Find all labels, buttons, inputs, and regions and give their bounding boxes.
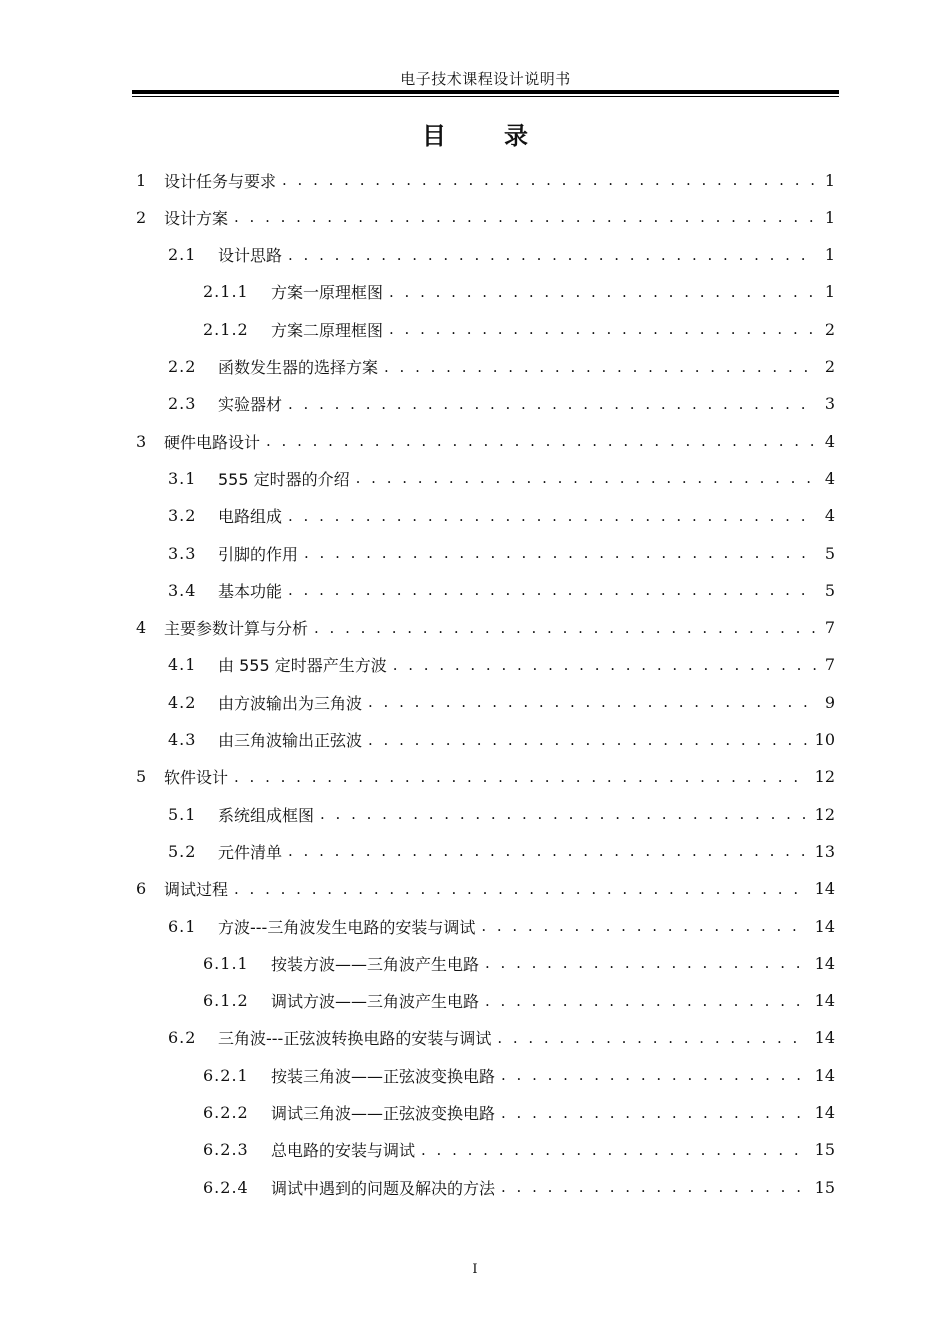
toc-entry-number: 6.2.4	[203, 1177, 249, 1197]
header-rule-thick	[132, 90, 839, 94]
toc-entry-title: 总电路的安装与调试	[271, 1141, 416, 1161]
toc-entry-number: 4.1	[168, 655, 197, 675]
toc-entry-page: 7	[824, 655, 835, 675]
toc-entry-number: 2.1.2	[203, 319, 249, 339]
toc-entry-number: 3.2	[168, 506, 197, 526]
toc-dot-leader	[304, 537, 817, 569]
toc-entry-title: 由方波输出为三角波	[218, 693, 363, 713]
toc-entry-page: 1	[824, 282, 835, 302]
toc-entry[interactable]	[168, 724, 835, 756]
toc-entry-number: 5.1	[168, 804, 197, 824]
toc-dot-leader	[485, 985, 807, 1017]
toc-entry-page: 14	[814, 879, 835, 899]
toc-entry-number: 4.2	[168, 692, 197, 712]
toc-dot-leader	[481, 910, 806, 942]
toc-entry-page: 13	[814, 841, 835, 861]
toc-entry[interactable]	[136, 164, 835, 196]
toc-entry-title: 设计方案	[164, 208, 229, 228]
toc-entry[interactable]	[168, 462, 835, 494]
toc-entry-number: 2.2	[168, 357, 197, 376]
toc-entry-title: 元件清单	[218, 842, 283, 862]
toc-entry-title: 主要参数计算与分析	[164, 619, 309, 639]
toc-entry[interactable]	[203, 1171, 835, 1203]
toc-entry-title: 调试中遇到的问题及解决的方法	[271, 1178, 496, 1198]
toc-entry[interactable]	[168, 388, 835, 420]
toc-entry[interactable]	[136, 612, 835, 644]
toc-entry-title: 调试三角波——正弦波变换电路	[271, 1104, 496, 1123]
toc-entry-page: 12	[814, 767, 835, 787]
toc-entry-title: 基本功能	[218, 581, 283, 601]
toc-entry-page: 12	[814, 804, 835, 824]
toc-entry-page: 9	[824, 692, 835, 712]
toc-entry-title: 由三角波输出正弦波	[218, 731, 363, 750]
toc-dot-leader	[497, 1022, 806, 1054]
toc-entry-page: 15	[814, 1140, 835, 1160]
toc-entry[interactable]	[168, 239, 835, 271]
toc-dot-leader	[282, 164, 817, 196]
toc-entry-number: 3.1	[168, 468, 197, 488]
toc-entry-title: 方案一原理框图	[271, 283, 384, 303]
toc-entry-title: 硬件电路设计	[164, 432, 261, 452]
toc-entry-page: 14	[814, 1065, 835, 1085]
toc-entry-number: 1	[136, 170, 148, 190]
toc-entry[interactable]	[168, 1022, 835, 1054]
toc-entry-title: 方案二原理框图	[271, 320, 384, 340]
toc-entry-number: 2.1	[168, 245, 197, 265]
toc-entry-number: 5	[136, 767, 148, 787]
toc-entry[interactable]	[203, 313, 835, 345]
toc-entry-number: 6.2.1	[203, 1065, 249, 1085]
toc-title: 目录	[422, 122, 586, 150]
toc-entry-number: 6.1	[168, 916, 197, 936]
header-rule-thin	[132, 96, 839, 97]
toc-entry-number: 3.4	[168, 580, 197, 600]
toc-dot-leader	[288, 388, 817, 420]
toc-dot-leader	[234, 873, 807, 905]
toc-dot-leader	[368, 724, 807, 756]
toc-entry-number: 6.2	[168, 1028, 197, 1048]
toc-entry-number: 2.3	[168, 394, 197, 414]
toc-entry[interactable]	[136, 201, 835, 233]
toc-entry-number: 4.3	[168, 730, 197, 749]
toc-entry-page: 7	[824, 618, 835, 638]
toc-entry-title: 电路组成	[218, 507, 283, 527]
toc-entry-title: 调试过程	[164, 880, 229, 900]
toc-entry-page: 1	[824, 170, 835, 190]
toc-entry-title: 软件设计	[164, 768, 229, 788]
toc-dot-leader	[288, 574, 817, 606]
toc-entry-title: 调试方波——三角波产生电路	[271, 992, 480, 1012]
toc-entry[interactable]	[136, 425, 835, 457]
toc-entry[interactable]	[203, 947, 835, 979]
toc-dot-leader	[288, 239, 817, 271]
toc-entry[interactable]	[168, 351, 835, 383]
toc-entry-page: 2	[824, 319, 835, 339]
toc-dot-leader	[501, 1097, 807, 1129]
toc-entry[interactable]	[168, 649, 835, 681]
toc-dot-leader	[393, 649, 817, 681]
toc-entry-page: 15	[814, 1177, 835, 1197]
toc-entry-number: 6.2.2	[203, 1103, 249, 1122]
toc-entry[interactable]	[203, 276, 835, 308]
toc-entry-title: 三角波---正弦波转换电路的安装与调试	[218, 1029, 492, 1049]
toc-entry[interactable]	[168, 798, 835, 830]
toc-entry-page: 5	[824, 580, 835, 600]
toc-entry-number: 2	[136, 207, 148, 227]
toc-entry[interactable]	[168, 835, 835, 867]
toc-dot-leader	[421, 1134, 807, 1166]
toc-entry-page: 14	[814, 916, 835, 936]
toc-dot-leader	[266, 425, 817, 457]
toc-dot-leader	[485, 947, 807, 979]
toc-dot-leader	[389, 313, 817, 345]
toc-entry-number: 6.2.3	[203, 1140, 249, 1160]
toc-entry[interactable]	[203, 1097, 835, 1129]
toc-dot-leader	[288, 835, 807, 867]
toc-entry-title: 实验器材	[218, 395, 283, 415]
toc-entry-page: 2	[824, 357, 835, 376]
toc-entry-page: 1	[824, 245, 835, 265]
toc-dot-leader	[501, 1171, 807, 1203]
toc-dot-leader	[501, 1059, 807, 1091]
page-number: I	[472, 1262, 478, 1277]
toc-entry[interactable]	[168, 537, 835, 569]
toc-entry-number: 6.1.1	[203, 953, 249, 973]
toc-entry-number: 6	[136, 879, 148, 899]
toc-entry-page: 1	[824, 207, 835, 227]
toc-entry-number: 3	[136, 431, 148, 451]
toc-entry-title: 555 定时器的介绍	[218, 469, 350, 489]
toc-dot-leader	[314, 612, 817, 644]
toc-entry-title: 由 555 定时器产生方波	[218, 656, 387, 676]
toc-entry[interactable]	[203, 1134, 835, 1166]
toc-entry-number: 3.3	[168, 543, 197, 563]
toc-entry[interactable]	[168, 686, 835, 718]
toc-entry-title: 方波---三角波发生电路的安装与调试	[218, 917, 476, 937]
toc-entry[interactable]	[168, 574, 835, 606]
toc-dot-leader	[384, 351, 817, 383]
toc-entry-page: 14	[814, 991, 835, 1011]
running-header: 电子技术课程设计说明书	[400, 70, 571, 88]
toc-entry[interactable]	[203, 1059, 835, 1091]
toc-entry-page: 10	[814, 730, 835, 749]
toc-entry-title: 系统组成框图	[218, 805, 315, 825]
toc-dot-leader	[368, 686, 817, 718]
toc-entry-page: 4	[824, 431, 835, 451]
toc-entry-page: 14	[814, 1028, 835, 1048]
toc-entry[interactable]	[136, 873, 835, 905]
toc-entry-number: 6.1.2	[203, 991, 249, 1011]
toc-entry-page: 14	[814, 953, 835, 973]
toc-dot-leader	[356, 462, 817, 494]
toc-entry-number: 4	[136, 618, 148, 638]
toc-dot-leader	[234, 201, 817, 233]
toc-entry-number: 5.2	[168, 841, 197, 861]
toc-dot-leader	[234, 761, 807, 793]
toc-entry-title: 设计任务与要求	[164, 171, 277, 191]
toc-entry-page: 3	[824, 394, 835, 414]
toc-entry[interactable]	[203, 985, 835, 1017]
toc-dot-leader	[389, 276, 817, 308]
toc-entry-title: 按装三角波——正弦波变换电路	[271, 1066, 496, 1086]
toc-entry[interactable]	[168, 910, 835, 942]
toc-entry-title: 设计思路	[218, 246, 283, 266]
toc-dot-leader	[320, 798, 807, 830]
toc-entry-number: 2.1.1	[203, 282, 249, 302]
toc-entry-title: 函数发生器的选择方案	[218, 358, 379, 377]
toc-entry-page: 4	[824, 468, 835, 488]
toc-entry[interactable]	[136, 761, 835, 793]
toc-entry-page: 14	[814, 1103, 835, 1122]
toc-entry[interactable]	[168, 500, 835, 532]
toc-entry-page: 4	[824, 506, 835, 526]
toc-entry-title: 引脚的作用	[218, 544, 299, 564]
toc-entry-title: 按装方波——三角波产生电路	[271, 954, 480, 974]
toc-dot-leader	[288, 500, 817, 532]
toc-entry-page: 5	[824, 543, 835, 563]
